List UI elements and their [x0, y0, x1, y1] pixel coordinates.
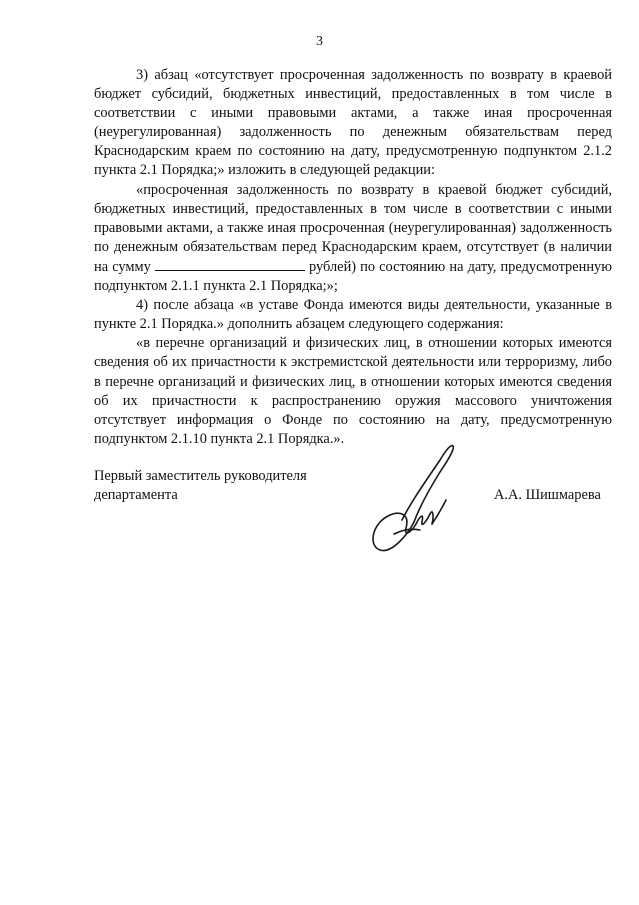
paragraph-item-4: 4) после абзаца «в уставе Фонда имеются виды деятельности, указанные в пункте 2.1 Порядка.» дополнить абзацем следующего содержания:: [94, 297, 612, 333]
handwritten-signature-icon: [350, 438, 480, 568]
paragraph-added-text: «в перечне организаций и физических лиц, в отношении которых имеются сведения об их причастности к экстремистской деятельности или терроризму, либо в перечне организаций и физических лиц, в отношении которых имеются сведения об их причастности к распространению оружия массового уничтожения отсутствует информация о Фонде по состоянию на дату, предусмотренную подпунктом 2.1.10 пункта 2.1 Порядка.».: [94, 335, 612, 447]
signer-title-line-1: Первый заместитель руководителя: [94, 468, 307, 484]
signer-title: [94, 467, 307, 505]
new-wording-text-start: «просроченная задолженность по возврату в краевой бюджет субсидий, бюджетных инвестиций, предоставленных в том числе в соответствии с иными правовыми актами, а также иная просроченная (неурегулированная) задолженность по денежным обязательствам перед Краснодарским краем, отсутствует (в наличии на сумму: [94, 181, 612, 275]
new-wording-text-end: рублей) по состоянию на дату, предусмотренную подпунктом 2.1.1 пункта 2.1 Порядка;»;: [94, 258, 612, 295]
signer-title-line-2: департамента: [94, 487, 178, 504]
paragraph-item-3: 3) абзац «отсутствует просроченная задолженность по возврату в краевой бюджет субсидий, бюджетных инвестиций, предоставленных в том числе в соответствии с иными правовыми актами, а также иная просроченная (неурегулированная) задолженность по денежным обязательствам перед Краснодарским краем по состоянию на дату, предусмотренную подпунктом 2.1.2 пункта 2.1 Порядка;» изложить в следующей редакции:: [94, 67, 612, 179]
amount-blank-line: [155, 257, 305, 271]
document-body: [94, 66, 612, 449]
paragraph-new-wording: [94, 181, 612, 297]
signer-name: А.А. Шишмарева: [494, 487, 601, 503]
page-number: 3: [316, 34, 323, 49]
